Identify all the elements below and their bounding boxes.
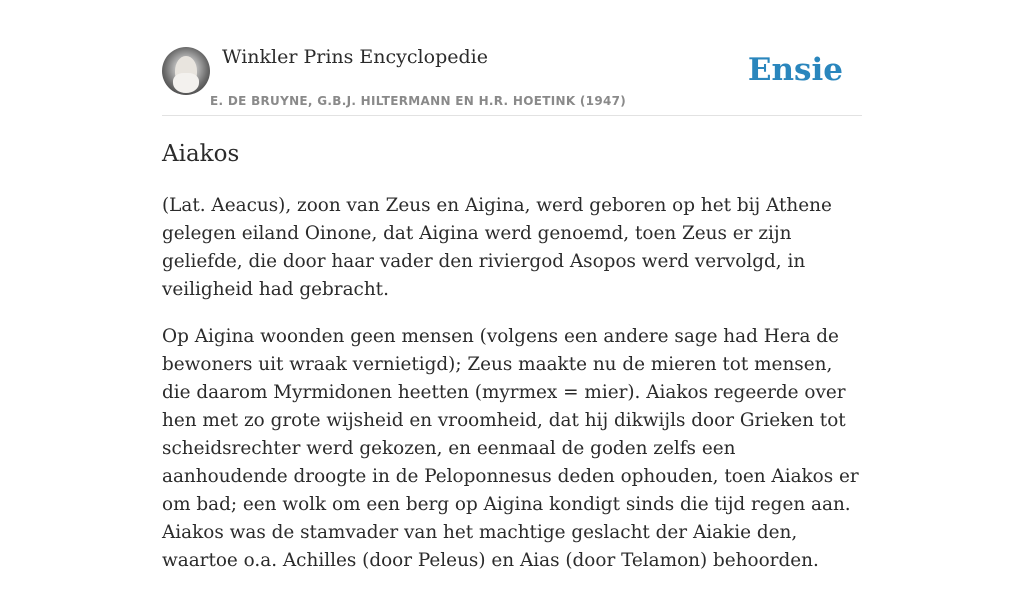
avatar-beard (173, 73, 199, 93)
article-paragraph: (Lat. Aeacus), zoon van Zeus en Aigina, werd geboren op het bij Athene gelegen eiland Oinone, dat Aigina werd genoemd, toen Zeus er zijn geliefde, die door haar vader den riviergod Asopos werd vervolgd, in veiligheid had gebracht. (162, 195, 832, 300)
article-title: Aiakos (162, 141, 240, 167)
page (162, 0, 862, 571)
byline: E. DE BRUYNE, G.B.J. HILTERMANN EN H.R. HOETINK (1947) (210, 94, 627, 108)
article-paragraph: Op Aigina woonden geen mensen (volgens een andere sage had Hera de bewoners uit wraak vernietigd); Zeus maakte nu de mieren tot mensen, die daarom Myrmidonen heetten (myrmex = mier). Aiakos regeerde over hen met zo grote wijsheid en vroomheid, dat hij dikwijls door Grieken tot scheidsrechter werd gekozen, en eenmaal de goden zelfs een aanhoudende droogte in de Peloponnesus deden ophouden, toen Aiakos er om bad; een wolk om een berg op Aigina kondigt sinds die tijd regen aan. Aiakos was de stamvader van het machtige geslacht der Aiakie den, waartoe o.a. Achilles (door Peleus) en Aias (door Telamon) behoorden. (162, 326, 859, 571)
brand-logo[interactable]: Ensie (747, 52, 843, 88)
site-title[interactable]: Winkler Prins Encyclopedie (222, 46, 488, 68)
header (162, 0, 862, 116)
article-body (162, 192, 862, 594)
author-avatar[interactable] (162, 47, 210, 95)
